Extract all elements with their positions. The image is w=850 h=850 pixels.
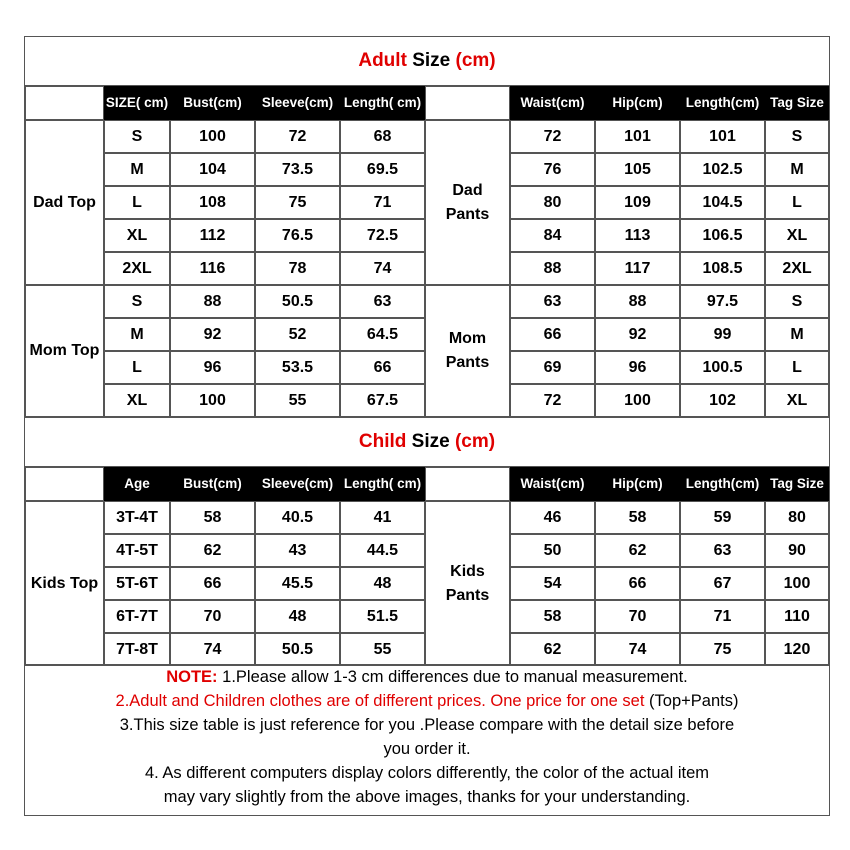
top-category-label: Mom Top [25, 285, 104, 417]
note-line-3: 3.This size table is just reference for you .Please compare with the detail size before [119, 716, 735, 734]
top-size-cell: 78 [255, 252, 340, 285]
top-size-cell: M [104, 153, 170, 186]
pants-label-line: Kids [450, 562, 485, 580]
pants-size-cell: 99 [680, 318, 765, 351]
top-size-cell: 52 [255, 318, 340, 351]
column-header: Sleeve(cm) [255, 86, 340, 120]
child-size-title: Child Size (cm) [358, 431, 496, 452]
pants-size-cell: 80 [765, 501, 829, 534]
note-line-1: NOTE: 1.Please allow 1-3 cm differences due to manual measurement. [166, 668, 688, 686]
column-header: Sleeve(cm) [255, 467, 340, 501]
pants-category-label [425, 285, 510, 417]
top-category-label: Dad Top [25, 120, 104, 285]
pants-size-cell: 100 [765, 567, 829, 600]
top-size-cell: 66 [340, 351, 425, 384]
pants-size-cell: 72 [510, 120, 595, 153]
top-size-cell: 6T-7T [104, 600, 170, 633]
column-header: Length(cm) [680, 86, 765, 120]
pants-size-cell: 62 [510, 633, 595, 666]
top-size-cell: 74 [170, 633, 255, 666]
adult-size-title: Adult Size (cm) [358, 50, 496, 71]
pants-size-cell: 104.5 [680, 186, 765, 219]
top-size-cell: 44.5 [340, 534, 425, 567]
size-chart [24, 36, 830, 816]
top-size-cell: 74 [340, 252, 425, 285]
pants-size-cell: 101 [680, 120, 765, 153]
column-header: Age [104, 467, 170, 501]
top-size-cell: 7T-8T [104, 633, 170, 666]
pants-size-cell: 2XL [765, 252, 829, 285]
top-size-cell: 100 [170, 384, 255, 417]
pants-size-cell: 58 [510, 600, 595, 633]
pants-size-cell: 108.5 [680, 252, 765, 285]
pants-size-cell: 102 [680, 384, 765, 417]
column-header: Length( cm) [340, 86, 425, 120]
top-size-cell: 71 [340, 186, 425, 219]
pants-category-label [425, 501, 510, 666]
pants-size-cell: S [765, 120, 829, 153]
pants-size-cell: 63 [680, 534, 765, 567]
top-size-cell: 66 [170, 567, 255, 600]
pants-size-cell: 101 [595, 120, 680, 153]
pants-size-cell: 69 [510, 351, 595, 384]
top-size-cell: 3T-4T [104, 501, 170, 534]
top-size-cell: 67.5 [340, 384, 425, 417]
top-size-cell: 96 [170, 351, 255, 384]
pants-label-line: Pants [445, 354, 490, 371]
pants-size-cell: L [765, 186, 829, 219]
top-size-cell: 104 [170, 153, 255, 186]
pants-size-cell: 120 [765, 633, 829, 666]
pants-size-cell: 110 [765, 600, 829, 633]
pants-size-cell: M [765, 318, 829, 351]
column-header: Waist(cm) [510, 467, 595, 501]
pants-size-cell: 105 [595, 153, 680, 186]
pants-size-cell: 71 [680, 600, 765, 633]
pants-size-cell: 75 [680, 633, 765, 666]
top-size-cell: 70 [170, 600, 255, 633]
top-category-label: Kids Top [25, 501, 104, 666]
top-size-cell: 4T-5T [104, 534, 170, 567]
pants-size-cell: 109 [595, 186, 680, 219]
pants-size-cell: 59 [680, 501, 765, 534]
top-size-cell: M [104, 318, 170, 351]
pants-size-cell: 113 [595, 219, 680, 252]
top-size-cell: XL [104, 219, 170, 252]
top-size-cell: 48 [255, 600, 340, 633]
top-size-cell: L [104, 186, 170, 219]
pants-size-cell: L [765, 351, 829, 384]
pants-size-cell: 117 [595, 252, 680, 285]
pants-size-cell: 88 [510, 252, 595, 285]
pants-size-cell: 88 [595, 285, 680, 318]
top-size-cell: 72 [255, 120, 340, 153]
pants-size-cell: 84 [510, 219, 595, 252]
pants-size-cell: 97.5 [680, 285, 765, 318]
column-header: Hip(cm) [595, 467, 680, 501]
pants-size-cell: 66 [510, 318, 595, 351]
column-header: Length(cm) [680, 467, 765, 501]
column-header: Tag Size [765, 86, 829, 120]
top-size-cell: 41 [340, 501, 425, 534]
pants-size-cell: XL [765, 384, 829, 417]
column-header: Waist(cm) [510, 86, 595, 120]
top-size-cell: 63 [340, 285, 425, 318]
pants-label-line: Pants [445, 205, 490, 223]
top-size-cell: 55 [340, 633, 425, 666]
column-header: Length( cm) [340, 467, 425, 501]
pants-size-cell: 70 [595, 600, 680, 633]
top-size-cell: 73.5 [255, 153, 340, 186]
top-size-cell: 40.5 [255, 501, 340, 534]
header-blank [425, 467, 510, 501]
top-size-cell: 75 [255, 186, 340, 219]
header-blank [25, 467, 104, 501]
top-size-cell: 50.5 [255, 285, 340, 318]
pants-size-cell: 90 [765, 534, 829, 567]
pants-label-line: Pants [445, 586, 490, 604]
top-size-cell: 43 [255, 534, 340, 567]
pants-size-cell: S [765, 285, 829, 318]
top-size-cell: 92 [170, 318, 255, 351]
top-size-cell: 51.5 [340, 600, 425, 633]
note-line-4: you order it. [383, 740, 471, 758]
top-size-cell: 55 [255, 384, 340, 417]
top-size-cell: 5T-6T [104, 567, 170, 600]
pants-size-cell: 100 [595, 384, 680, 417]
top-size-cell: 62 [170, 534, 255, 567]
note-line-6: may vary slightly from the above images, thanks for your understanding. [163, 788, 691, 806]
pants-label-line: Dad [452, 181, 483, 199]
pants-size-cell: 72 [510, 384, 595, 417]
column-header: Bust(cm) [170, 86, 255, 120]
column-header: SIZE( cm) [104, 86, 170, 120]
pants-size-cell: 66 [595, 567, 680, 600]
top-size-cell: 108 [170, 186, 255, 219]
top-size-cell: XL [104, 384, 170, 417]
column-header: Tag Size [765, 467, 829, 501]
top-size-cell: 100 [170, 120, 255, 153]
top-size-cell: 53.5 [255, 351, 340, 384]
pants-size-cell: 96 [595, 351, 680, 384]
header-blank [25, 86, 104, 120]
column-header: Bust(cm) [170, 467, 255, 501]
top-size-cell: L [104, 351, 170, 384]
pants-size-cell: XL [765, 219, 829, 252]
pants-size-cell: 46 [510, 501, 595, 534]
pants-size-cell: 102.5 [680, 153, 765, 186]
top-size-cell: 116 [170, 252, 255, 285]
top-size-cell: 72.5 [340, 219, 425, 252]
top-size-cell: 45.5 [255, 567, 340, 600]
column-header: Hip(cm) [595, 86, 680, 120]
note-line-5: 4. As different computers display colors differently, the color of the actual item [144, 764, 710, 782]
top-size-cell: S [104, 285, 170, 318]
top-size-cell: 69.5 [340, 153, 425, 186]
top-size-cell: 50.5 [255, 633, 340, 666]
pants-size-cell: 50 [510, 534, 595, 567]
pants-size-cell: 80 [510, 186, 595, 219]
top-size-cell: 68 [340, 120, 425, 153]
pants-size-cell: 76 [510, 153, 595, 186]
pants-category-label [425, 120, 510, 285]
pants-size-cell: 54 [510, 567, 595, 600]
pants-size-cell: 106.5 [680, 219, 765, 252]
header-blank [425, 86, 510, 120]
pants-size-cell: 67 [680, 567, 765, 600]
top-size-cell: S [104, 120, 170, 153]
pants-size-cell: 100.5 [680, 351, 765, 384]
pants-label-line: Mom [448, 330, 487, 347]
pants-size-cell: M [765, 153, 829, 186]
top-size-cell: 48 [340, 567, 425, 600]
top-size-cell: 76.5 [255, 219, 340, 252]
note-line-2: 2.Adult and Children clothes are of different prices. One price for one set (Top+Pants) [115, 692, 739, 710]
pants-size-cell: 74 [595, 633, 680, 666]
top-size-cell: 88 [170, 285, 255, 318]
notes [25, 665, 829, 809]
pants-size-cell: 58 [595, 501, 680, 534]
top-size-cell: 2XL [104, 252, 170, 285]
pants-size-cell: 62 [595, 534, 680, 567]
pants-size-cell: 92 [595, 318, 680, 351]
top-size-cell: 58 [170, 501, 255, 534]
pants-size-cell: 63 [510, 285, 595, 318]
top-size-cell: 112 [170, 219, 255, 252]
top-size-cell: 64.5 [340, 318, 425, 351]
